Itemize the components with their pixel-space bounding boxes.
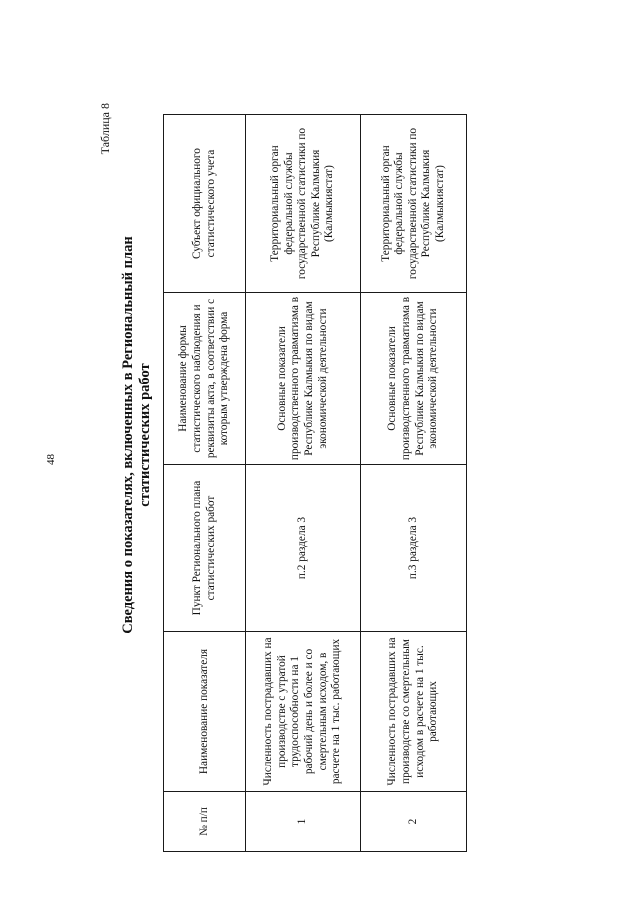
title-line-2: статистических работ (137, 363, 153, 507)
header-indicator: Наименование показателя (164, 632, 246, 792)
indicators-table (163, 114, 467, 852)
table-row (361, 115, 467, 852)
header-plan-item: Пункт Регионального плана статистических работ (164, 465, 246, 632)
row-form-name: Основные показатели производственного травматизма в Республике Калмыкия по видам экономической деятельности (246, 293, 361, 465)
table-header-row (164, 115, 246, 852)
table-row (246, 115, 361, 852)
row-indicator: Численность пострадавших на производстве с утратой трудоспособности на 1 рабочий день и более и со смертельным исходом, в расчете на 1 тыс. работающих (246, 632, 361, 792)
page-number: 48 (45, 454, 57, 465)
row-subject: Территориальный орган федеральной службы государственной статистики по Республике Калмыкия (Калмыкиястат) (361, 115, 467, 293)
title-line-1: Сведения о показателях, включенных в Региональный план (120, 236, 136, 634)
row-indicator: Численность пострадавших на производстве со смертельным исходом в расчете на 1 тыс. работающих (361, 632, 467, 792)
header-subject: Субъект официального статистического учета (164, 115, 246, 293)
row-plan-item: п.3 раздела 3 (361, 465, 467, 632)
row-num: 1 (246, 792, 361, 852)
header-num: № п/п (164, 792, 246, 852)
table-label: Таблица 8 (98, 103, 112, 155)
row-num: 2 (361, 792, 467, 852)
document-title (120, 115, 154, 755)
row-plan-item: п.2 раздела 3 (246, 465, 361, 632)
row-subject: Территориальный орган федеральной службы государственной статистики по Республике Калмыкия (Калмыкиястат) (246, 115, 361, 293)
header-form-name: Наименование формы статистического наблюдения и реквизиты акта, в соответствии с которым утверждена форма (164, 293, 246, 465)
row-form-name: Основные показатели производственного травматизма в Республике Калмыкия по видам экономической деятельности (361, 293, 467, 465)
